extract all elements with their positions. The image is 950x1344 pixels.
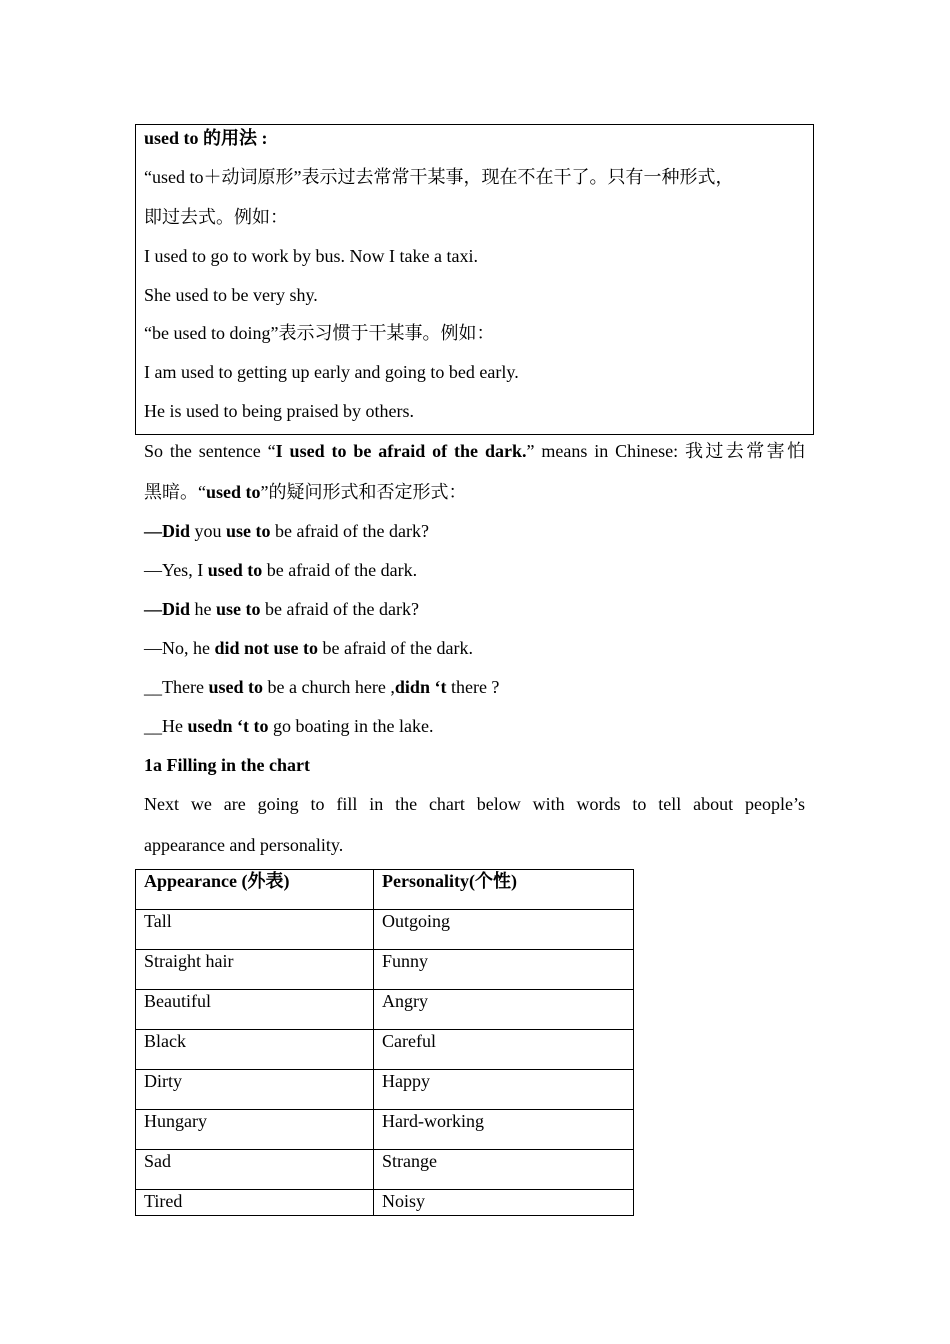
personality-cell: Funny [374, 950, 634, 990]
appearance-cell: Hungary [136, 1110, 374, 1150]
dialog-question-2: —Did he use to be afraid of the dark? [144, 599, 419, 619]
dialog-question-1: —Did you use to be afraid of the dark? [144, 521, 429, 541]
usage-example-4: He is used to being praised by others. [144, 401, 414, 421]
negative-example: __He usedn ‘t to go boating in the lake. [144, 716, 434, 736]
table-row [136, 910, 634, 950]
tag-question-example: __There used to be a church here ,didn ‘t there ? [144, 677, 500, 697]
appearance-cell: Tired [136, 1190, 374, 1216]
personality-cell: Careful [374, 1030, 634, 1070]
appearance-personality-table [135, 869, 634, 1216]
personality-cell: Angry [374, 990, 634, 1030]
header-personality: Personality(个性) [374, 870, 634, 910]
appearance-cell: Straight hair [136, 950, 374, 990]
dialog-answer-1: —Yes, I used to be afraid of the dark. [144, 560, 418, 580]
table-row [136, 1110, 634, 1150]
personality-cell: Strange [374, 1150, 634, 1190]
usage-rule-1: “used to＋动词原形”表示过去常常干某事，现在不在干了。只有一种形式， [144, 167, 734, 187]
section-intro-line-1: Next we are going to fill in the chart below with words to tell about people’s [144, 794, 805, 814]
usage-rule-1-cont: 即过去式。例如： [144, 207, 288, 227]
appearance-cell: Sad [136, 1150, 374, 1190]
usage-example-3: I am used to getting up early and going to bed early. [144, 362, 519, 382]
usage-example-1: I used to go to work by bus. Now I take a taxi. [144, 246, 478, 266]
table-row [136, 950, 634, 990]
appearance-cell: Black [136, 1030, 374, 1070]
table-row [136, 1190, 634, 1216]
section-intro-line-2: appearance and personality. [144, 835, 344, 855]
section-heading: 1a Filling in the chart [144, 755, 310, 775]
header-appearance: Appearance (外表) [136, 870, 374, 910]
appearance-cell: Tall [136, 910, 374, 950]
table-row [136, 1070, 634, 1110]
personality-cell: Hard-working [374, 1110, 634, 1150]
table-row [136, 1030, 634, 1070]
explanation-line-1: So the sentence “I used to be afraid of the dark.” means in Chinese: 我过去常害怕 [144, 441, 806, 461]
appearance-cell: Beautiful [136, 990, 374, 1030]
personality-cell: Happy [374, 1070, 634, 1110]
usage-example-2: She used to be very shy. [144, 285, 318, 305]
table-header-row [136, 870, 634, 910]
personality-cell: Outgoing [374, 910, 634, 950]
table-row [136, 1150, 634, 1190]
personality-cell: Noisy [374, 1190, 634, 1216]
dialog-answer-2: —No, he did not use to be afraid of the dark. [144, 638, 473, 658]
table-row [136, 990, 634, 1030]
appearance-cell: Dirty [136, 1070, 374, 1110]
usage-rule-2: “be used to doing”表示习惯于干某事。例如： [144, 323, 495, 343]
explanation-line-2: 黑暗。“used to”的疑问形式和否定形式： [144, 482, 467, 502]
usage-box-title: used to 的用法 : [144, 128, 268, 148]
